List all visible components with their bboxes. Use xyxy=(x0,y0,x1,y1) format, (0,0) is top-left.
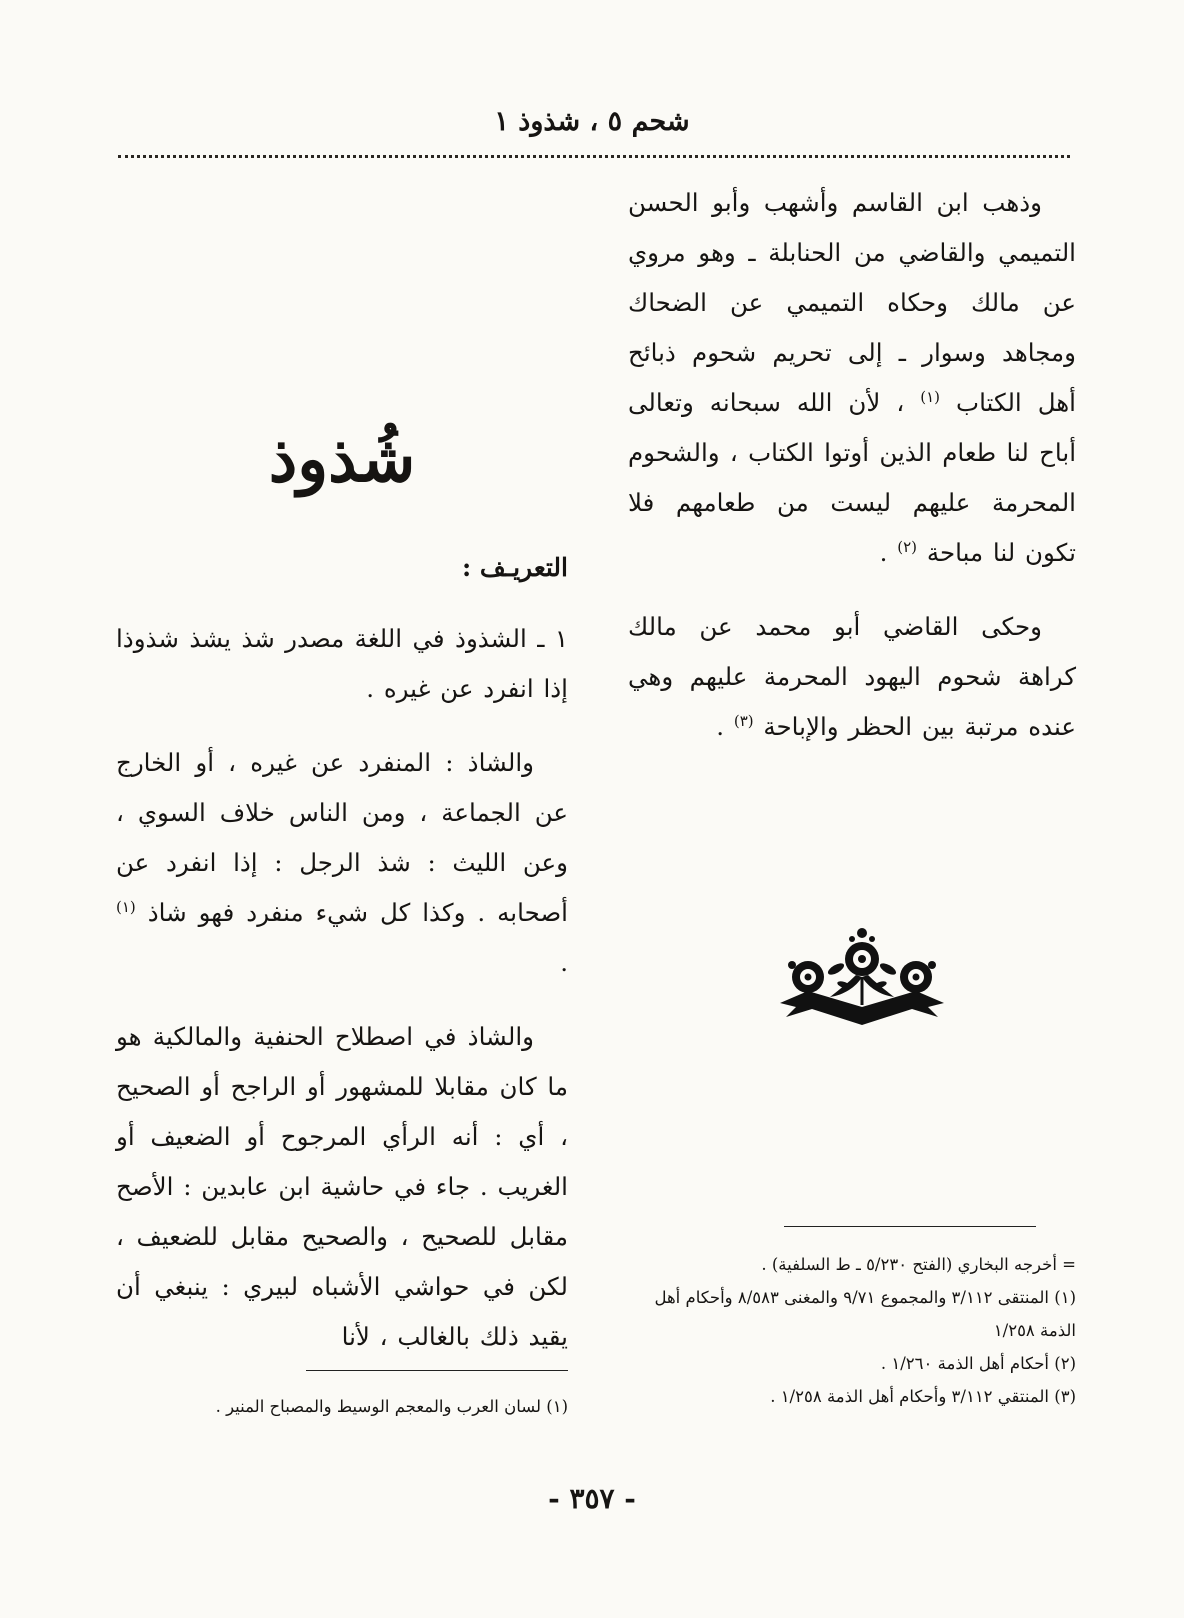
footnotes-left xyxy=(116,1390,568,1423)
footnote-marker[interactable]: (١) xyxy=(920,387,941,406)
paragraph-text: ، لأن الله سبحانه وتعالى أباح لنا طعام الذين أوتوا الكتاب ، والشحوم المحرمة عليهم ليست من طعامهم فلا تكون لنا مباحة xyxy=(628,388,1076,567)
running-head: شحم ٥ ، شذوذ ١ xyxy=(494,106,690,137)
footnotes-right xyxy=(628,1248,1076,1413)
footnote-item: (٢) أحكام أهل الذمة ١/٢٦٠ . xyxy=(880,1354,1076,1373)
paragraph-text: . xyxy=(560,948,568,977)
footnote-rule-right xyxy=(784,1226,1036,1227)
footnote-marker[interactable]: (٣) xyxy=(733,711,754,730)
paragraph-text: وذهب ابن القاسم وأشهب وأبو الحسن التميمي والقاضي من الحنابلة ـ وهو مروي عن مالك وحكاه التميمي عن الضحاك ومجاهد وسوار ـ إلى تحريم شحوم ذبائح أهل الكتاب xyxy=(628,188,1076,417)
footnote-item: (١) لسان العرب والمعجم الوسيط والمصباح المنير . xyxy=(215,1397,568,1416)
paragraph-technical-definition: والشاذ في اصطلاح الحنفية والمالكية هو ما كان مقابلا للمشهور أو الراجح أو الصحيح ، أي : أنه الرأي المرجوح أو الضعيف أو الغريب . جاء في حاشية ابن عابدين : الأصح مقابل للصحيح ، والصحيح مقابل للضعيف ، لكن في حواشي الأشباه لبيري : ينبغي أن يقيد ذلك بالغالب ، لأنا xyxy=(116,1022,568,1351)
footnote-marker[interactable]: (١) xyxy=(116,897,136,916)
paragraph-fat-of-scripture-people xyxy=(628,178,1076,578)
page-number: - ٣٥٧ - xyxy=(548,1482,636,1515)
paragraph-shadh-meaning xyxy=(116,738,568,988)
paragraph-malik-opinion xyxy=(628,602,1076,752)
left-column xyxy=(116,548,568,1362)
floral-ornament-icon xyxy=(778,925,946,1037)
entry-title: شُذوذ xyxy=(268,422,416,497)
paragraph-text: . xyxy=(879,538,888,567)
paragraph-linguistic-definition: ١ ـ الشذوذ في اللغة مصدر شذ يشذ شذوذا إذا انفرد عن غيره . xyxy=(116,624,568,703)
right-column xyxy=(628,178,1076,752)
footnote-rule-left xyxy=(306,1370,568,1371)
paragraph-text: وحكى القاضي أبو محمد عن مالك كراهة شحوم اليهود المحرمة عليهم وهي عنده مرتبة بين الحظر والإباحة xyxy=(628,612,1076,741)
paragraph-text: والشاذ : المنفرد عن غيره ، أو الخارج عن الجماعة ، ومن الناس خلاف السوي ، وعن الليث : شذ الرجل : إذا انفرد عن أصحابه . وكذا كل شيء منفرد فهو شاذ xyxy=(116,748,568,927)
footnote-item: (٣) المنتقي ٣/١١٢ وأحكام أهل الذمة ١/٢٥٨ . xyxy=(770,1387,1076,1406)
paragraph-text: . xyxy=(716,712,725,741)
footnote-marker[interactable]: (٢) xyxy=(897,537,918,556)
footnote-item: = أخرجه البخاري (الفتح ٥/٢٣٠ ـ ط السلفية) . xyxy=(761,1255,1076,1274)
section-heading-definition: التعريـف : xyxy=(461,553,568,582)
header-dotted-rule xyxy=(118,155,1070,158)
footnote-item: (١) المنتقى ٣/١١٢ والمجموع ٩/٧١ والمغنى ٨/٥٨٣ وأحكام أهل الذمة ١/٢٥٨ xyxy=(654,1288,1076,1340)
